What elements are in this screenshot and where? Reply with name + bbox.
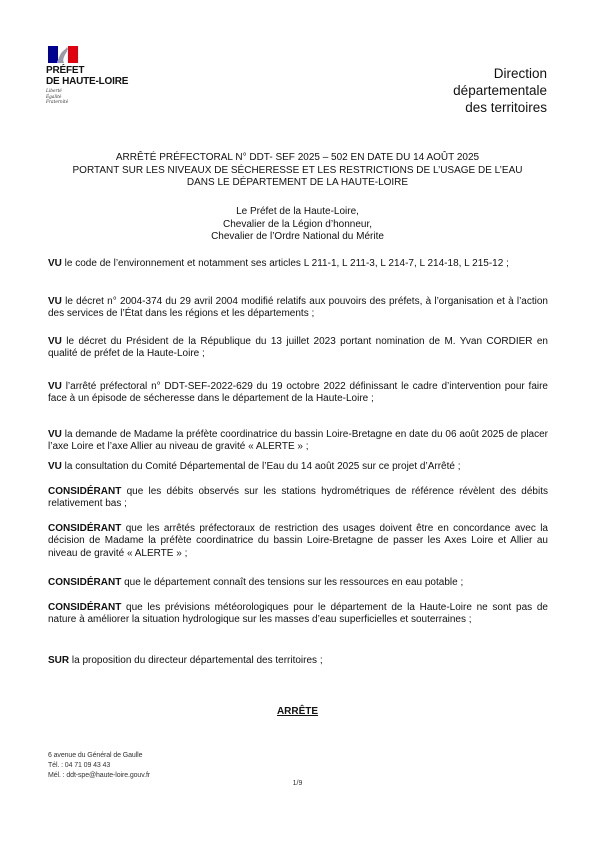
title-line-2: PORTANT SUR LES NIVEAUX DE SÉCHERESSE ET LES RESTRICTIONS DE L’USAGE DE L’EAU <box>72 164 523 176</box>
document-title <box>40 152 555 190</box>
sur-paragraph <box>48 655 548 667</box>
prefect-line-1: Le Préfet de la Haute-Loire, <box>236 206 359 217</box>
vu-paragraph <box>48 381 548 406</box>
paragraph-keyword: VU <box>48 381 62 392</box>
direction-line-3: des territoires <box>465 100 547 115</box>
paragraph-text: le code de l’environnement et notamment ses articles L 211-1, L 211-3, L 214-7, L 214-18, L 215-12 ; <box>61 258 509 269</box>
vu-paragraph <box>48 429 548 454</box>
prefect-block <box>40 206 555 244</box>
considerant-paragraph <box>48 602 548 627</box>
paragraph-text: que les débits observés sur les stations hydrométriques de référence révèlent des débits relativement bas ; <box>48 486 548 510</box>
considerant-paragraph <box>48 486 548 511</box>
paragraph-text: le décret n° 2004-374 du 29 avril 2004 modifié relatifs aux pouvoirs des préfets, à l’organisation et à l’action des services de l’État dans les régions et les départements ; <box>48 296 548 320</box>
motto-egalite: Égalité <box>46 94 62 100</box>
paragraph-text: que les prévisions météorologiques pour le département de la Haute-Loire ne sont pas de nature à améliorer la situation hydrologique sur les masses d’eau superficielles et souterraines ; <box>48 602 548 626</box>
paragraph-keyword: VU <box>48 296 62 307</box>
motto-liberte: Liberté <box>46 89 62 94</box>
direction-line-2: départementale <box>453 83 547 98</box>
paragraph-text: que le département connaît des tensions sur les ressources en eau potable ; <box>121 577 464 588</box>
vu-paragraph <box>48 258 548 270</box>
motto-fraternite: Fraternité <box>46 100 69 105</box>
paragraph-keyword: CONSIDÉRANT <box>48 523 122 534</box>
paragraph-keyword: VU <box>48 258 62 269</box>
paragraph-text: la demande de Madame la préfète coordinatrice du bassin Loire-Bretagne en date du 06 août 2025 de placer l’axe Loire et l’axe Allier au niveau de gravité « ALERTE » ; <box>48 429 548 453</box>
paragraph-keyword: SUR <box>48 655 70 666</box>
direction-header <box>453 65 547 116</box>
vu-paragraph <box>48 296 548 321</box>
marianne-flag-icon <box>48 46 78 63</box>
title-line-1: ARRÊTÉ PRÉFECTORAL N° DDT- SEF 2025 – 502 EN DATE DU 14 AOÛT 2025 <box>115 152 480 163</box>
considerant-paragraph <box>48 523 548 560</box>
page-number: 1/9 <box>292 780 303 787</box>
prefet-label <box>46 65 146 87</box>
prefect-line-2: Chevalier de la Légion d’honneur, <box>223 218 372 230</box>
considerant-paragraph <box>48 577 548 589</box>
paragraph-keyword: CONSIDÉRANT <box>48 577 122 588</box>
paragraph-text: la proposition du directeur départemental des territoires ; <box>69 655 323 666</box>
paragraph-keyword: VU <box>48 429 62 440</box>
footer-address <box>48 751 150 781</box>
arrete-heading: ARRÊTE <box>276 706 319 717</box>
paragraph-keyword: CONSIDÉRANT <box>48 486 122 497</box>
footer-phone: Tél. : 04 71 09 43 43 <box>48 762 111 769</box>
paragraph-text: le décret du Président de la République du 13 juillet 2023 portant nomination de M. Yvan CORDIER en qualité de préfet de la Haute-Loire ; <box>48 336 548 360</box>
vu-paragraph <box>48 461 548 473</box>
paragraph-text: la consultation du Comité Départemental de l’Eau du 14 août 2025 sur ce projet d’Arrêté ; <box>61 461 461 472</box>
vu-paragraph <box>48 336 548 361</box>
footer-street: 6 avenue du Général de Gaulle <box>48 752 143 759</box>
paragraph-text: l’arrêté préfectoral n° DDT-SEF-2022-629 du 19 octobre 2022 définissant le cadre d’intervention pour faire face à un épisode de sécheresse dans le département de la Haute-Loire ; <box>48 381 548 405</box>
prefecture-logo <box>46 46 146 106</box>
paragraph-keyword: VU <box>48 336 62 347</box>
logo-line-1: PRÉFET <box>46 65 85 76</box>
direction-line-1: Direction <box>493 66 547 81</box>
paragraph-keyword: VU <box>48 461 62 472</box>
prefect-line-3: Chevalier de l’Ordre National du Mérite <box>211 231 384 242</box>
paragraph-text: que les arrêtés préfectoraux de restriction des usages doivent être en concordance avec la décision de Madame la préfète coordinatrice du bassin Loire-Bretagne de passer les Axes Loire et Allier au niveau de gravité « ALERTE » ; <box>48 523 548 559</box>
footer-email: Mél. : ddt-spe@haute-loire.gouv.fr <box>48 772 151 779</box>
paragraph-keyword: CONSIDÉRANT <box>48 602 122 613</box>
title-line-3: DANS LE DÉPARTEMENT DE LA HAUTE-LOIRE <box>186 177 409 188</box>
logo-line-2: DE HAUTE-LOIRE <box>46 76 129 87</box>
republic-motto <box>46 89 146 106</box>
